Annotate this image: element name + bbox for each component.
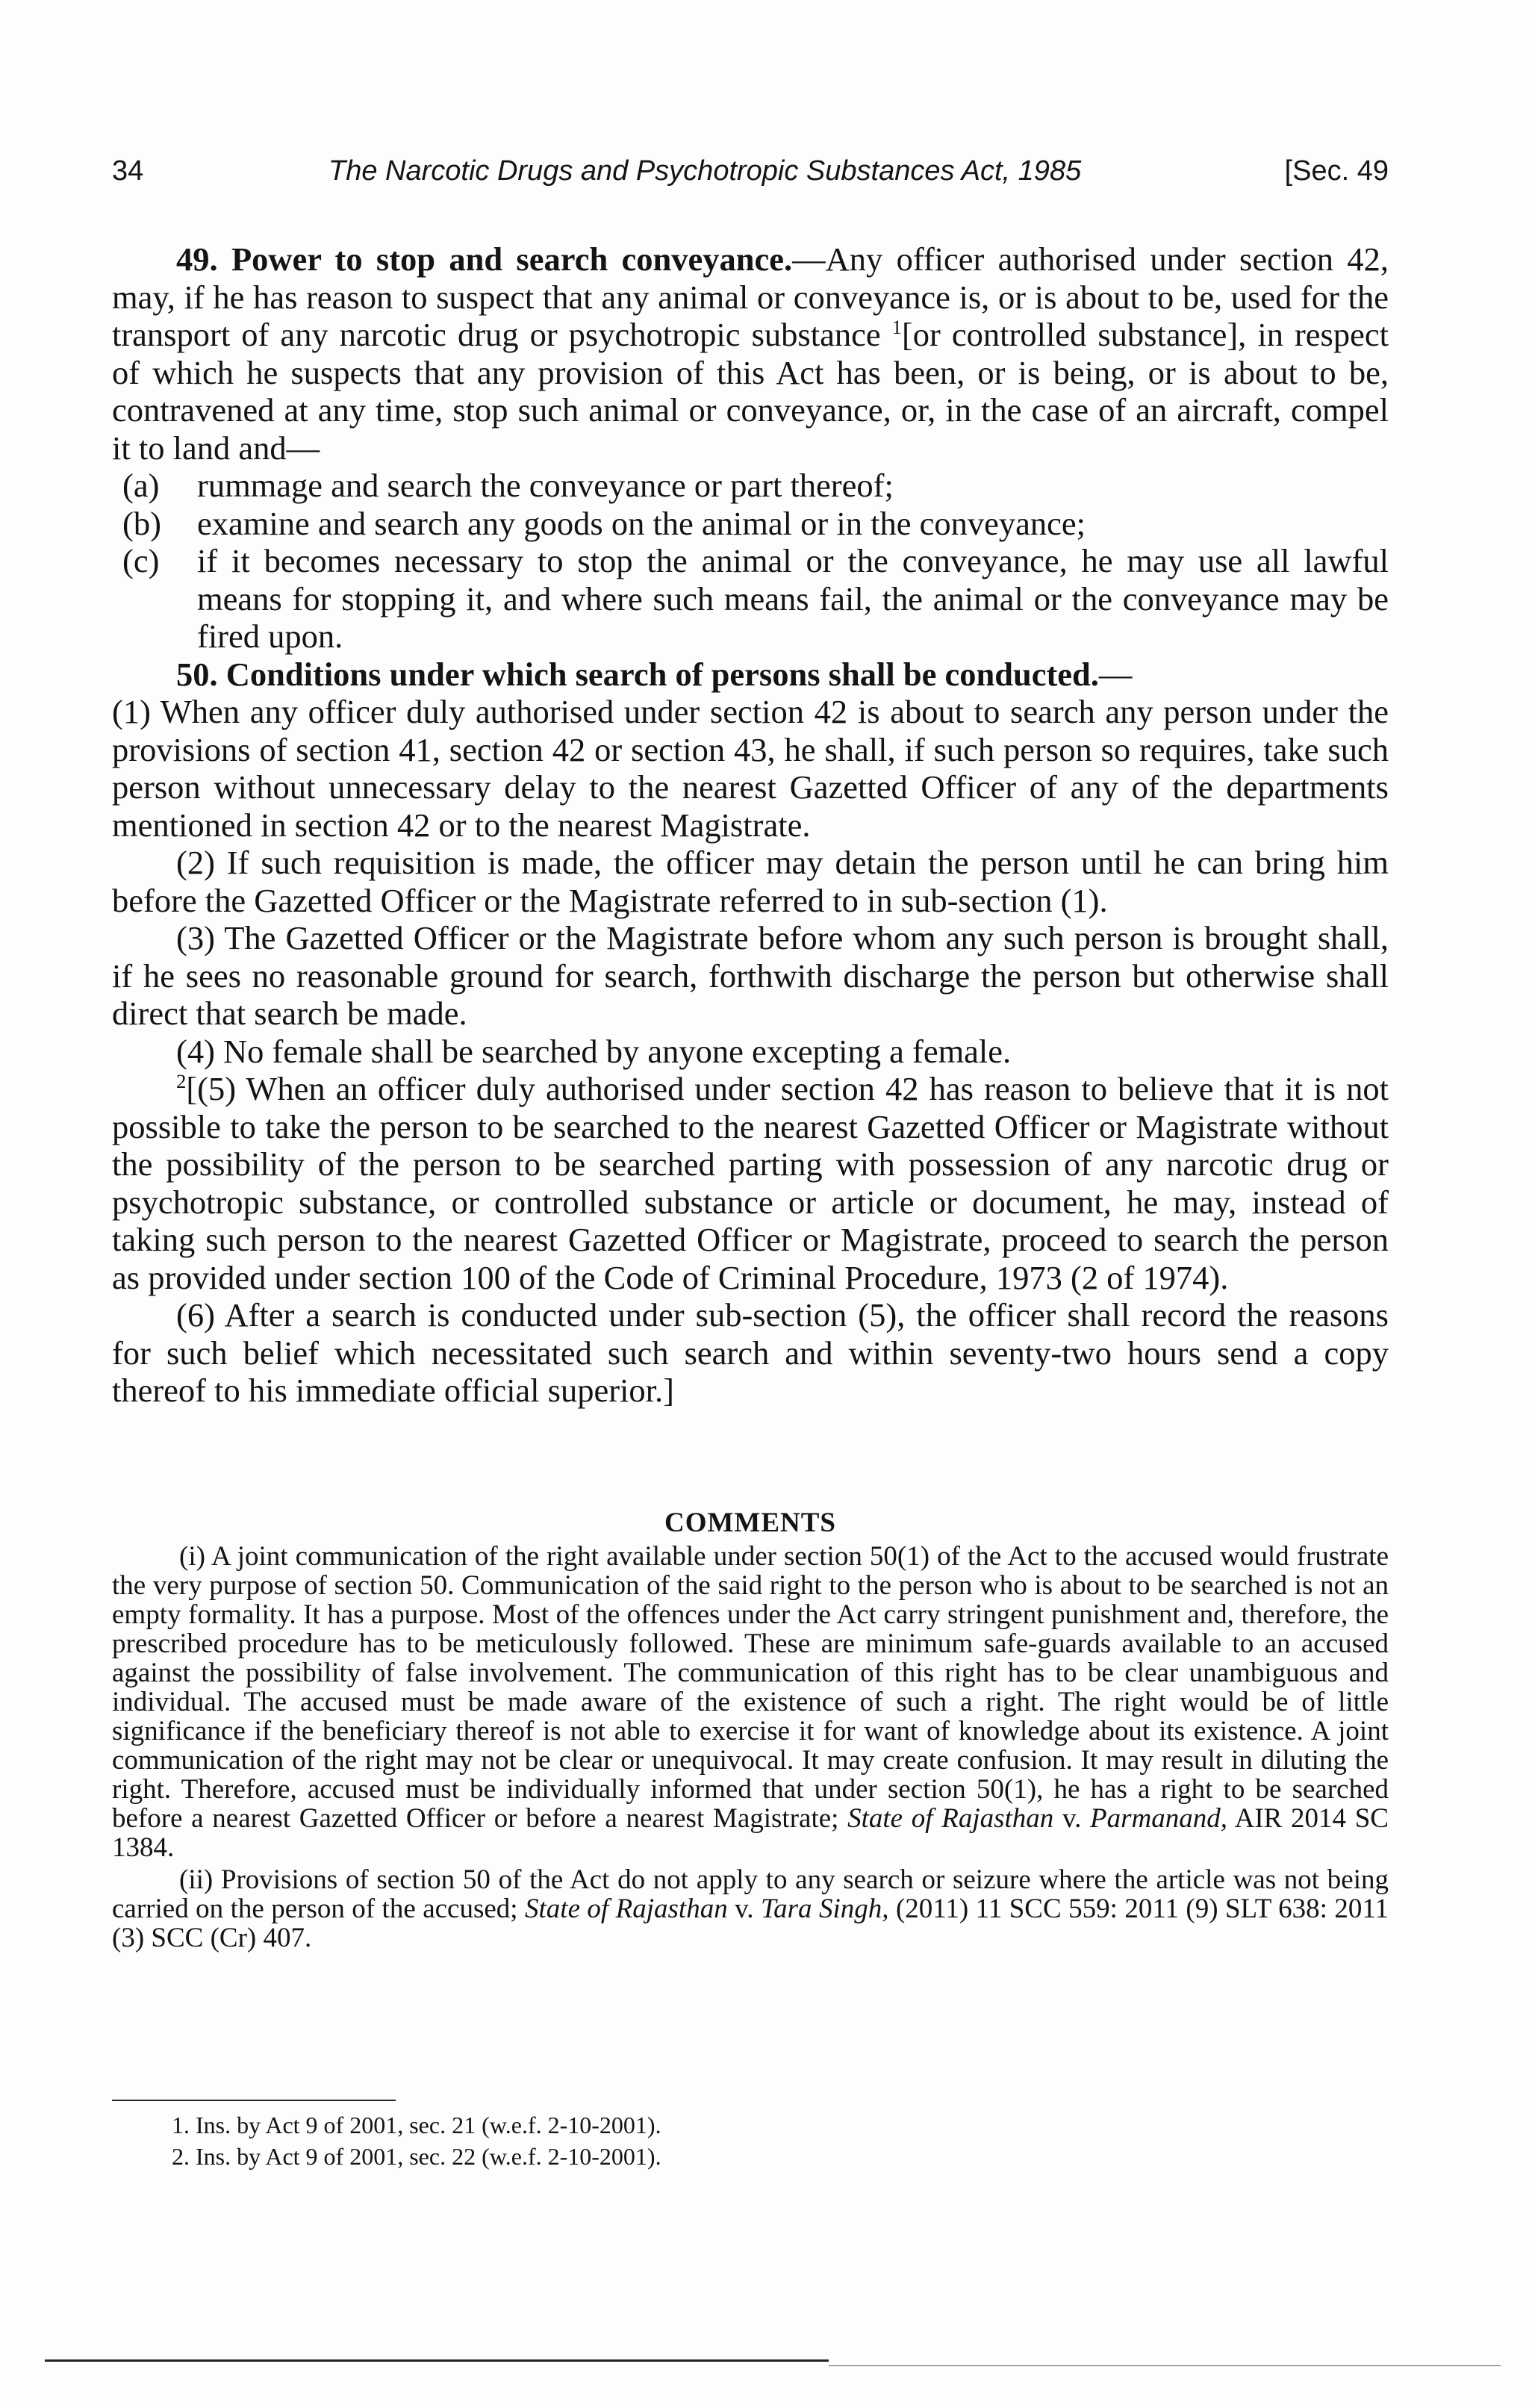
- clause-label: (a): [122, 467, 160, 504]
- clause-label: (b): [122, 504, 161, 542]
- running-title: The Narcotic Drugs and Psychotropic Substances Act, 1985: [328, 155, 1082, 187]
- comment-2-v: v.: [727, 1894, 761, 1924]
- footnote-divider: [112, 2100, 396, 2101]
- comment-2: [112, 1865, 1389, 1953]
- bottom-rule: [45, 2359, 829, 2362]
- section-49-text-a: —Any officer authorised under section 42, may, if he has reason to suspect that any animal or conveyance is, or is about to be, used for the transport of any narcotic drug or psychotropic substance: [112, 240, 1389, 353]
- section-49-text-b: [or controlled substance], in respect of which he suspects that any provision of this Act has been, or is being, or is about to be, contravened at any time, stop such animal or conveyance, or, in the case of an aircraft, compel it to land and—: [112, 316, 1389, 467]
- footnotes: [112, 2109, 1008, 2172]
- comment-2-citation: (2011) 11 SCC 559: 2011 (9) SLT 638: 2011 (3) SCC (Cr) 407.: [112, 1894, 1389, 1953]
- footnote-marker-2: 2: [176, 1070, 187, 1093]
- section-reference: [Sec. 49: [1284, 155, 1389, 187]
- comment-1-text: (i) A joint communication of the right available under section 50(1) of the Act to the accused would frustrate the very purpose of section 50. Communication of the said right to the person who is about to be searched is not an empty formality. It has a purpose. Most of the offences under the Act carry stringent punishment and, therefore, the prescribed procedure has to be meticulously followed. These are minimum safe-guards available to an accused against the possibility of false involvement. The communication of this right has to be clear unambiguous and individual. The accused must be made aware of the existence of such a right. The right would be of little significance if the beneficiary thereof is not able to exercise it for want of knowledge about its existence. A joint communication of the right may not be clear or unequivocal. It may create confusion. It may result in diluting the right. Therefore, accused must be individually informed that under section 50(1), he has a right to be searched before a nearest Gazetted Officer or before a nearest Magistrate;: [112, 1541, 1389, 1834]
- comment-1: [112, 1542, 1389, 1862]
- section-50-sub-5: [112, 1070, 1389, 1296]
- section-50-sub-3: (3) The Gazetted Officer or the Magistrate before whom any such person is brought shall, if he sees no reasonable ground for search, forthwith discharge the person but otherwise shall direct that search be made.: [112, 919, 1389, 1032]
- clause-a: [112, 467, 1389, 505]
- clause-text: if it becomes necessary to stop the animal or the conveyance, he may use all lawful means for stopping it, and where such means fail, the animal or the conveyance may be fired upon.: [197, 542, 1389, 655]
- section-50-heading: 50. Conditions under which search of persons shall be conducted.: [176, 655, 1099, 693]
- clause-b: [112, 505, 1389, 543]
- page-number: 34: [112, 155, 144, 187]
- comments-heading: COMMENTS: [664, 1508, 836, 1538]
- clause-c: [112, 542, 1389, 656]
- section-50-sub-1: (1) When any officer duly authorised under section 42 is about to search any person under the provisions of section 41, section 42 or section 43, he shall, if such person so requires, take such person without unnecessary delay to the nearest Gazetted Officer of any of the departments mentioned in section 42 or to the nearest Magistrate.: [112, 693, 1389, 844]
- section-49-clauses: [112, 467, 1389, 656]
- comment-1-party: Parmanand,: [1090, 1803, 1227, 1834]
- comment-2-party: Tara Singh,: [760, 1894, 889, 1924]
- statute-body: [112, 240, 1389, 1410]
- comment-2-case: State of Rajasthan: [525, 1894, 728, 1924]
- section-49-heading: 49. Power to stop and search conveyance.: [176, 240, 793, 278]
- comment-1-citation: AIR 2014 SC 1384.: [112, 1803, 1389, 1863]
- comment-2-text: (ii) Provisions of section 50 of the Act do not apply to any search or seizure where the article was not being carried on the person of the accused;: [112, 1864, 1389, 1924]
- clause-text: rummage and search the conveyance or part thereof;: [197, 467, 894, 504]
- clause-text: examine and search any goods on the animal or in the conveyance;: [197, 504, 1086, 542]
- clause-label: (c): [122, 542, 160, 579]
- running-header: [112, 155, 1396, 200]
- bottom-rule-thin: [829, 2365, 1501, 2366]
- section-50-sub-5-text: [(5) When an officer duly authorised under section 42 has reason to believe that it is not possible to take the person to be searched to the nearest Gazetted Officer or Magistrate without the possibility of the person to be searched parting with possession of any narcotic drug or psychotropic substance, or controlled substance or article or document, he may, instead of taking such person to the nearest Gazetted Officer or Magistrate, proceed to search the person as provided under section 100 of the Code of Criminal Procedure, 1973 (2 of 1974).: [112, 1070, 1389, 1296]
- section-50-heading-line: 50. Conditions under which search of persons shall be conducted.—: [176, 655, 1133, 693]
- comment-1-v: v.: [1053, 1803, 1091, 1834]
- section-50-sub-6: (6) After a search is conducted under sub-section (5), the officer shall record the reasons for such belief which necessitated such search and within seventy-two hours send a copy thereof to his immediate official superior.]: [112, 1296, 1389, 1409]
- section-50-sub-4: (4) No female shall be searched by anyone excepting a female.: [176, 1032, 1012, 1070]
- section-49: [112, 240, 1389, 467]
- footnote-1: 1. Ins. by Act 9 of 2001, sec. 21 (w.e.f. 2-10-2001).: [172, 2112, 661, 2138]
- footnote-marker-1: 1: [891, 316, 902, 339]
- footnote-2: 2. Ins. by Act 9 of 2001, sec. 22 (w.e.f. 2-10-2001).: [172, 2143, 661, 2170]
- section-50-sub-2: (2) If such requisition is made, the officer may detain the person until he can bring him before the Gazetted Officer or the Magistrate referred to in sub-section (1).: [112, 844, 1389, 919]
- comment-1-case: State of Rajasthan: [847, 1803, 1054, 1834]
- comments-block: [112, 1508, 1389, 1956]
